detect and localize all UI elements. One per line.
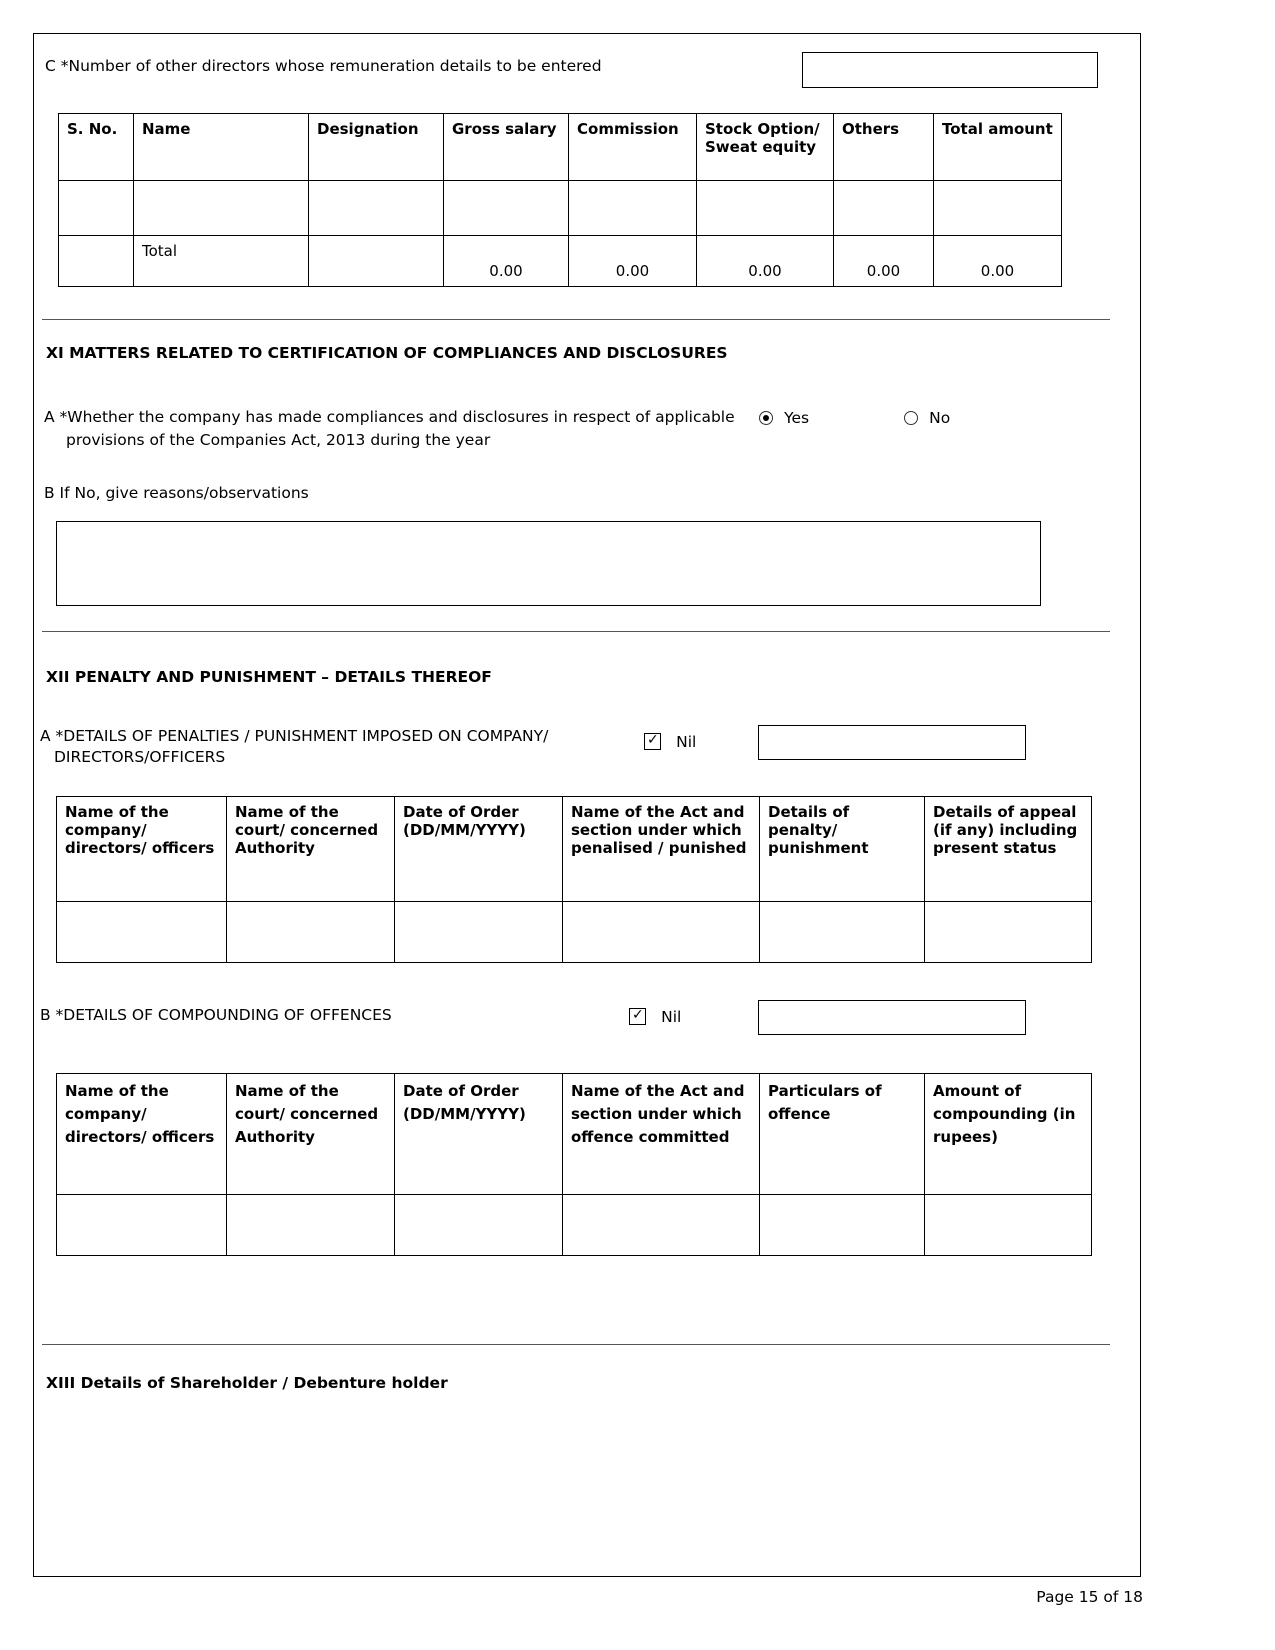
remuneration-table bbox=[58, 113, 1062, 287]
cell-court[interactable] bbox=[227, 1195, 395, 1256]
col-others: Others bbox=[834, 114, 934, 181]
cell-penalty[interactable] bbox=[760, 902, 925, 963]
col-court-authority: Name of the court/ concerned Authority bbox=[227, 797, 395, 902]
section-xii-a-label bbox=[40, 726, 640, 768]
radio-yes-icon bbox=[759, 411, 773, 425]
reasons-observations-textarea[interactable] bbox=[56, 521, 1041, 606]
cell-date[interactable] bbox=[395, 1195, 563, 1256]
row-c-label: C *Number of other directors whose remuneration details to be entered bbox=[45, 57, 602, 75]
cell-name[interactable] bbox=[134, 181, 309, 236]
col-amount-of-compounding: Amount of compounding (in rupees) bbox=[925, 1074, 1092, 1195]
cell-company[interactable] bbox=[57, 1195, 227, 1256]
compounding-nil-label: Nil bbox=[661, 1008, 682, 1026]
compliance-radio-group bbox=[759, 408, 1039, 432]
table-header-row bbox=[57, 797, 1092, 902]
col-act-and-section: Name of the Act and section under which penalised / punished bbox=[563, 797, 760, 902]
penalty-table bbox=[56, 796, 1092, 963]
radio-yes[interactable] bbox=[759, 408, 809, 427]
radio-no[interactable] bbox=[904, 408, 950, 427]
radio-no-icon bbox=[904, 411, 918, 425]
col-total-amount: Total amount bbox=[934, 114, 1062, 181]
total-cell-sno bbox=[59, 236, 134, 287]
table-row bbox=[57, 1195, 1092, 1256]
col-particulars-of-offence: Particulars of offence bbox=[760, 1074, 925, 1195]
penalties-nil-label: Nil bbox=[676, 733, 697, 751]
penalties-input[interactable] bbox=[758, 725, 1026, 760]
table-total-row bbox=[59, 236, 1062, 287]
total-cell-designation bbox=[309, 236, 444, 287]
col-date-of-order: Date of Order (DD/MM/YYYY) bbox=[395, 797, 563, 902]
cell-company[interactable] bbox=[57, 902, 227, 963]
section-xi-b-label: B If No, give reasons/observations bbox=[44, 484, 309, 502]
cell-commission[interactable] bbox=[569, 181, 697, 236]
total-gross-salary: 0.00 bbox=[444, 236, 569, 287]
col-penalty-punishment: Details of penalty/ punishment bbox=[760, 797, 925, 902]
col-act-and-section: Name of the Act and section under which offence committed bbox=[563, 1074, 760, 1195]
cell-gross-salary[interactable] bbox=[444, 181, 569, 236]
col-sno: S. No. bbox=[59, 114, 134, 181]
section-xi-a-line2: provisions of the Companies Act, 2013 during the year bbox=[66, 431, 491, 449]
col-details-of-appeal: Details of appeal (if any) including present status bbox=[925, 797, 1092, 902]
cell-court[interactable] bbox=[227, 902, 395, 963]
checkbox-icon[interactable] bbox=[629, 1008, 646, 1025]
penalties-nil-checkbox-group[interactable] bbox=[644, 732, 696, 751]
table-row bbox=[59, 181, 1062, 236]
total-stock-option: 0.00 bbox=[697, 236, 834, 287]
cell-act-section[interactable] bbox=[563, 1195, 760, 1256]
row-c-input[interactable] bbox=[802, 52, 1098, 88]
compounding-table bbox=[56, 1073, 1092, 1256]
cell-others[interactable] bbox=[834, 181, 934, 236]
section-xi-a-label bbox=[44, 406, 744, 452]
col-date-of-order: Date of Order (DD/MM/YYYY) bbox=[395, 1074, 563, 1195]
section-xi-title: XI MATTERS RELATED TO CERTIFICATION OF COMPLIANCES AND DISCLOSURES bbox=[46, 344, 728, 362]
page-footer bbox=[0, 1588, 1143, 1606]
col-stock-option: Stock Option/ Sweat equity bbox=[697, 114, 834, 181]
cell-act-section[interactable] bbox=[563, 902, 760, 963]
total-commission: 0.00 bbox=[569, 236, 697, 287]
table-header-row bbox=[57, 1074, 1092, 1195]
cell-amount[interactable] bbox=[925, 1195, 1092, 1256]
compounding-input[interactable] bbox=[758, 1000, 1026, 1035]
page-number-label: Page 15 of 18 bbox=[1036, 1588, 1143, 1606]
cell-appeal[interactable] bbox=[925, 902, 1092, 963]
total-total-amount: 0.00 bbox=[934, 236, 1062, 287]
document-page bbox=[33, 33, 1141, 1577]
col-company-directors-officers: Name of the company/ directors/ officers bbox=[57, 1074, 227, 1195]
col-court-authority: Name of the court/ concerned Authority bbox=[227, 1074, 395, 1195]
section-xi-a-line1: A *Whether the company has made compliances and disclosures in respect of applicable bbox=[44, 408, 735, 426]
checkbox-icon[interactable] bbox=[644, 733, 661, 750]
table-header-row bbox=[59, 114, 1062, 181]
section-xii-a-line2: DIRECTORS/OFFICERS bbox=[54, 748, 226, 766]
section-xii-b-label: B *DETAILS OF COMPOUNDING OF OFFENCES bbox=[40, 1006, 392, 1024]
section-xii-title: XII PENALTY AND PUNISHMENT – DETAILS THEREOF bbox=[46, 668, 492, 686]
cell-date[interactable] bbox=[395, 902, 563, 963]
divider-1 bbox=[42, 319, 1110, 320]
radio-yes-label: Yes bbox=[784, 409, 810, 427]
col-name: Name bbox=[134, 114, 309, 181]
col-commission: Commission bbox=[569, 114, 697, 181]
col-gross-salary: Gross salary bbox=[444, 114, 569, 181]
cell-total-amount[interactable] bbox=[934, 181, 1062, 236]
col-designation: Designation bbox=[309, 114, 444, 181]
total-others: 0.00 bbox=[834, 236, 934, 287]
col-company-directors-officers: Name of the company/ directors/ officers bbox=[57, 797, 227, 902]
compounding-nil-checkbox-group[interactable] bbox=[629, 1007, 681, 1026]
section-xiii-title: XIII Details of Shareholder / Debenture holder bbox=[46, 1374, 448, 1392]
section-xii-a-line1: A *DETAILS OF PENALTIES / PUNISHMENT IMPOSED ON COMPANY/ bbox=[40, 727, 549, 745]
divider-3 bbox=[42, 1344, 1110, 1345]
divider-2 bbox=[42, 631, 1110, 632]
table-row bbox=[57, 902, 1092, 963]
row-c-other-directors bbox=[42, 45, 1132, 91]
cell-sno[interactable] bbox=[59, 181, 134, 236]
total-label: Total bbox=[134, 236, 309, 287]
cell-particulars[interactable] bbox=[760, 1195, 925, 1256]
radio-no-label: No bbox=[929, 409, 951, 427]
cell-designation[interactable] bbox=[309, 181, 444, 236]
cell-stock-option[interactable] bbox=[697, 181, 834, 236]
